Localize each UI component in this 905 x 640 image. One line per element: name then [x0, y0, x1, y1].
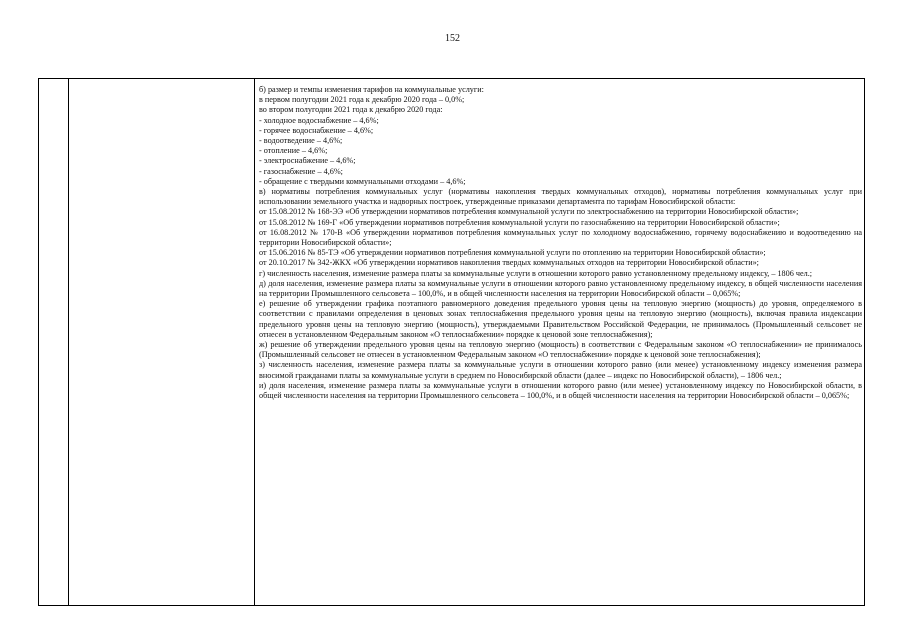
text-paragraph: б) размер и темпы изменения тарифов на коммунальные услуги: — [259, 85, 484, 94]
table-cell-text — [259, 85, 862, 401]
text-paragraph: и) доля населения, изменение размера платы за коммунальные услуги в отношении которого равно (или менее) установленному индексу по Новосибирской области, в общей численности населения на территории Промышленного сельсовета – 100,0%, и в общей численности населения на территории Новосибирской области – 0,065%; — [259, 380, 862, 401]
text-paragraph: г) численность населения, изменение размера платы за коммунальные услуги в отношении которого равно установленному предельному индексу, – 1806 чел.; — [259, 268, 813, 278]
document-table — [38, 78, 865, 606]
column-divider — [254, 79, 255, 605]
text-paragraph: - газоснабжение – 4,6%; — [259, 166, 343, 176]
text-paragraph: - отопление – 4,6%; — [259, 146, 328, 156]
text-paragraph: в первом полугодии 2021 года к декабрю 2020 года – 0,0%; — [259, 95, 465, 105]
text-paragraph: ж) решение об утверждении предельного уровня цены на тепловую энергию (мощность) в соответствии с Федеральным законом «О теплоснабжении» не принималось (Промышленный сельсовет не отнесен в установленном Федеральным законом «О теплоснабжении» порядке к ценовой зоне теплоснабжения); — [259, 340, 862, 360]
text-paragraph: з) численность населения, изменение размера платы за коммунальные услуги в отношении которого равно (или менее) установленному индексу изменения размера вносимой гражданами платы за коммунальные услуги в среднем по Новосибирской области (далее – индекс по Новосибирской области), – 1806 чел.; — [259, 360, 862, 380]
text-paragraph: - горячее водоснабжение – 4,6%; — [259, 125, 374, 135]
page-number: 152 — [445, 33, 460, 44]
text-paragraph: - электроснабжение – 4,6%; — [259, 156, 356, 166]
text-paragraph: от 15.06.2016 № 85-ТЭ «Об утверждении нормативов потребления коммунальной услуги по отоплению на территории Новосибирской области»; — [259, 248, 766, 258]
text-paragraph: во втором полугодии 2021 года к декабрю 2020 года: — [259, 105, 443, 115]
text-paragraph: е) решение об утверждении графика поэтапного равномерного доведения предельного уровня цены на тепловую энергию (мощность) до уровня, определяемого в соответствии с правилами определения в ценовых зонах теплоснабжения предельного уровня цены на тепловую энергию (мощность), включая правила индексации предельного уровня цены на тепловую энергию (мощность), утверждаемыми Правительством Российской Федерации, не принималось (Промышленный сельсовет не отнесен в установленном Федеральным законом «О теплоснабжении» порядке к ценовой зоне теплоснабжения); — [259, 299, 862, 339]
text-paragraph: в) нормативы потребления коммунальных услуг (нормативы накопления твердых коммунальных отходов), нормативы потребления коммунальных услуг при использовании земельного участка и надворных построек, утвержденные приказами департамента по тарифам Новосибирской области: — [259, 187, 862, 207]
text-paragraph: от 20.10.2017 № 342-ЖКХ «Об утверждении нормативов накопления твердых коммунальных отходов на территории Новосибирской области»; — [259, 258, 759, 268]
text-paragraph: - водоотведение – 4,6%; — [259, 136, 343, 146]
text-paragraph: от 16.08.2012 № 170-В «Об утверждении нормативов потребления коммунальных услуг по холодному водоснабжению, горячему водоснабжению и водоотведению на территории Новосибирской области»; — [259, 227, 862, 248]
text-paragraph: - холодное водоснабжение – 4,6%; — [259, 115, 379, 125]
column-divider — [68, 79, 69, 605]
text-paragraph: - обращение с твердыми коммунальными отходами – 4,6%; — [259, 176, 466, 186]
text-paragraph: от 15.08.2012 № 169-Г «Об утверждении нормативов потребления коммунальной услуги по газоснабжению на территории Новосибирской области»; — [259, 217, 780, 227]
text-paragraph: д) доля населения, изменение размера платы за коммунальные услуги в отношении которого равно установленному предельному индексу, в общей численности населения на территории Промышленного сельсовета – 100,0%, и в общей численности населения на территории Новосибирской области – 0,065%; — [259, 278, 862, 299]
text-paragraph: от 15.08.2012 № 168-ЭЭ «Об утверждении нормативов потребления коммунальной услуги по электроснабжению на территории Новосибирской области»; — [259, 207, 799, 217]
